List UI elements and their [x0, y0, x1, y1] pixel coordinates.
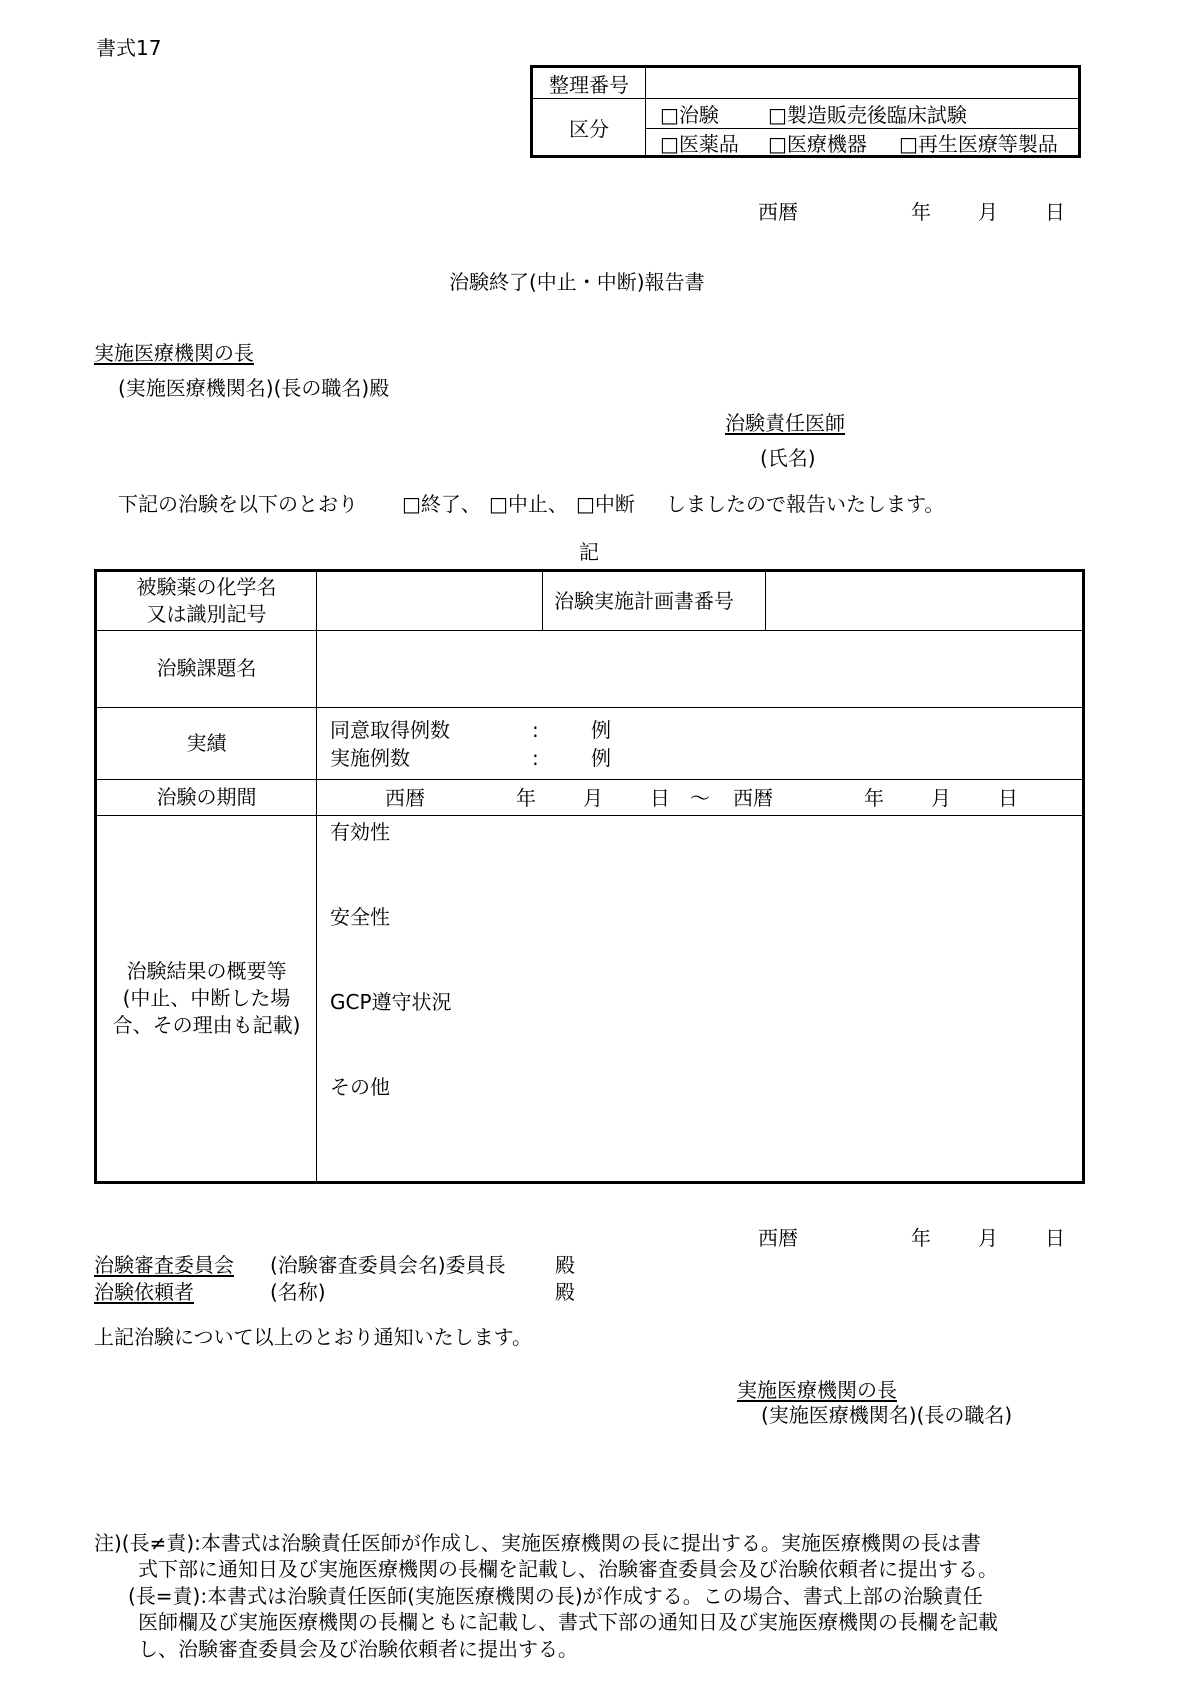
date-bottom-year: 年 — [911, 1226, 931, 1250]
period-era-start: 西暦 — [385, 786, 425, 810]
date-top-month: 月 — [978, 200, 998, 224]
summary-label-line2: (中止、中断した場 — [122, 985, 291, 1010]
check-device[interactable]: □医療機器 — [768, 131, 867, 156]
check-discontinued[interactable]: □中止、 — [489, 492, 568, 516]
note-line-5: し、治験審査委員会及び治験依頼者に提出する。 — [138, 1637, 578, 1661]
efficacy-label: 有効性 — [330, 820, 390, 844]
topic-field[interactable] — [317, 631, 1082, 707]
irb-label: 治験審査委員会 — [94, 1253, 234, 1277]
check-post-marketing[interactable]: □製造販売後臨床試験 — [768, 103, 967, 127]
check-drug[interactable]: □医薬品 — [660, 131, 739, 156]
protocol-label: 治験実施計画書番号 — [554, 589, 734, 613]
page-title: 治験終了(中止・中断)報告書 — [449, 270, 705, 294]
investigator-name: (氏名) — [760, 446, 816, 470]
done-colon: : — [532, 746, 539, 770]
note-line-3: (長=責):本書式は治験責任医師(実施医療機関の長)が作成する。この場合、書式上部の治験責任 — [128, 1584, 983, 1608]
period-month-start: 月 — [583, 786, 603, 810]
protocol-field[interactable] — [766, 572, 1082, 630]
drug-label-line1: 被験薬の化学名 — [136, 575, 277, 599]
form-id: 書式17 — [96, 36, 162, 60]
check-finished[interactable]: □終了、 — [402, 492, 481, 516]
sponsor-dono: 殿 — [555, 1280, 575, 1304]
date-top-era: 西暦 — [758, 200, 798, 224]
date-top-year: 年 — [911, 200, 931, 224]
ref-no-field[interactable] — [646, 68, 1078, 98]
date-bottom-day: 日 — [1045, 1226, 1065, 1250]
safety-label: 安全性 — [330, 905, 390, 929]
topic-label: 治験課題名 — [156, 656, 257, 680]
irb-name: (治験審査委員会名)委員長 — [270, 1253, 506, 1277]
summary-label — [97, 815, 316, 1181]
date-top-day: 日 — [1045, 200, 1065, 224]
consent-colon: : — [532, 718, 539, 742]
investigator-label: 治験責任医師 — [725, 411, 845, 435]
check-trial[interactable]: □治験 — [660, 103, 719, 127]
consent-label: 同意取得例数 — [330, 718, 450, 742]
signer-name: (実施医療機関名)(長の職名) — [761, 1403, 1013, 1427]
note-line-1: 注)(長≠責):本書式は治験責任医師が作成し、実施医療機関の長に提出する。実施医療機関の長は書 — [94, 1531, 981, 1555]
addressee-label: 実施医療機関の長 — [94, 341, 254, 365]
note-line-4: 医師欄及び実施医療機関の長欄ともに記載し、書式下部の通知日及び実施医療機関の長欄を記載 — [138, 1610, 998, 1634]
done-label: 実施例数 — [330, 746, 410, 770]
check-regenerative[interactable]: □再生医療等製品 — [899, 131, 1058, 156]
drug-name-field[interactable] — [317, 572, 541, 630]
drug-label-line2: 又は識別記号 — [146, 602, 267, 626]
summary-label-line3: 合、その理由も記載) — [112, 1012, 301, 1037]
ki-mark: 記 — [579, 540, 599, 564]
intro-text: 下記の治験を以下のとおり — [118, 492, 358, 516]
check-suspended[interactable]: □中断 — [576, 492, 635, 516]
signer-label: 実施医療機関の長 — [737, 1378, 897, 1402]
results-label: 実績 — [186, 730, 227, 755]
period-era-end: 西暦 — [733, 786, 773, 810]
header-box — [530, 65, 1081, 158]
period-tilde: 〜 — [690, 786, 710, 810]
gcp-label: GCP遵守状況 — [330, 990, 452, 1014]
notify-statement: 上記治験について以上のとおり通知いたします。 — [94, 1325, 532, 1349]
period-day-start: 日 — [650, 786, 670, 810]
report-table — [94, 569, 1085, 1184]
date-bottom-month: 月 — [978, 1226, 998, 1250]
addressee-name: (実施医療機関名)(長の職名)殿 — [118, 376, 390, 400]
period-year-end: 年 — [864, 786, 884, 810]
intro-tail: しましたので報告いたします。 — [666, 492, 945, 516]
consent-unit: 例 — [591, 718, 611, 742]
drug-name-label — [97, 572, 316, 630]
period-day-end: 日 — [998, 786, 1018, 810]
period-label: 治験の期間 — [156, 784, 257, 809]
date-bottom-era: 西暦 — [758, 1226, 798, 1250]
other-label: その他 — [330, 1075, 390, 1099]
summary-label-line1: 治験結果の概要等 — [126, 958, 287, 983]
period-year-start: 年 — [516, 786, 536, 810]
sponsor-label: 治験依頼者 — [94, 1280, 194, 1304]
category-label: 区分 — [569, 116, 609, 141]
ref-no-label: 整理番号 — [549, 72, 629, 97]
sponsor-name: (名称) — [270, 1280, 326, 1304]
note-line-2: 式下部に通知日及び実施医療機関の長欄を記載し、治験審査委員会及び治験依頼者に提出する。 — [138, 1557, 998, 1581]
done-unit: 例 — [591, 746, 611, 770]
irb-dono: 殿 — [555, 1253, 575, 1277]
period-month-end: 月 — [931, 786, 951, 810]
